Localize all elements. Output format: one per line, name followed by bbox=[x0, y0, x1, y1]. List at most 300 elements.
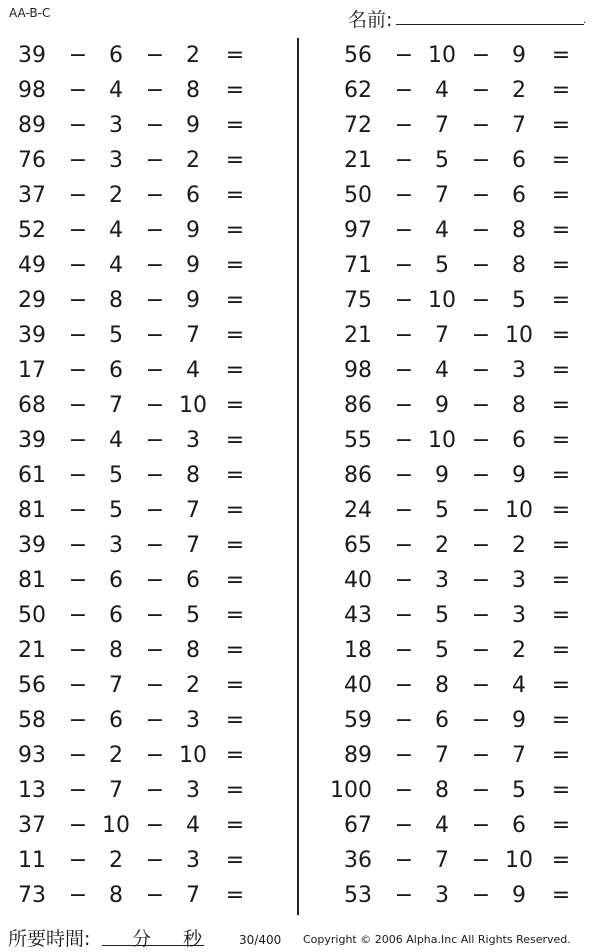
minus-sign: − bbox=[394, 358, 414, 383]
subtrahend-2: 6 bbox=[186, 568, 200, 593]
page-number: 30/400 bbox=[239, 933, 282, 947]
equals-sign: = bbox=[225, 463, 245, 488]
minus-sign: − bbox=[68, 533, 88, 558]
subtrahend-2: 9 bbox=[186, 253, 200, 278]
minuend: 21 bbox=[344, 148, 372, 173]
minus-sign: − bbox=[145, 813, 165, 838]
subtrahend-1: 7 bbox=[109, 393, 123, 418]
equals-sign: = bbox=[225, 323, 245, 348]
minuend: 98 bbox=[344, 358, 372, 383]
name-line bbox=[396, 24, 584, 25]
subtrahend-1: 6 bbox=[435, 708, 449, 733]
minus-sign: − bbox=[145, 568, 165, 593]
minus-sign: − bbox=[68, 603, 88, 628]
equals-sign: = bbox=[551, 778, 571, 803]
subtrahend-1: 2 bbox=[109, 848, 123, 873]
equals-sign: = bbox=[225, 218, 245, 243]
minus-sign: − bbox=[394, 463, 414, 488]
minus-sign: − bbox=[68, 218, 88, 243]
subtrahend-2: 3 bbox=[186, 778, 200, 803]
minus-sign: − bbox=[145, 218, 165, 243]
equals-sign: = bbox=[551, 358, 571, 383]
subtrahend-2: 5 bbox=[512, 288, 526, 313]
subtrahend-1: 4 bbox=[435, 78, 449, 103]
minuend: 50 bbox=[344, 183, 372, 208]
equals-sign: = bbox=[551, 883, 571, 908]
minus-sign: − bbox=[68, 638, 88, 663]
minuend: 73 bbox=[18, 883, 46, 908]
subtrahend-2: 2 bbox=[512, 78, 526, 103]
minuend: 56 bbox=[344, 43, 372, 68]
minuend: 13 bbox=[18, 778, 46, 803]
subtrahend-2: 6 bbox=[512, 183, 526, 208]
minuend: 40 bbox=[344, 568, 372, 593]
minus-sign: − bbox=[145, 428, 165, 453]
minuend: 39 bbox=[18, 428, 46, 453]
equals-sign: = bbox=[551, 603, 571, 628]
minus-sign: − bbox=[471, 778, 491, 803]
column-divider bbox=[297, 38, 299, 915]
equals-sign: = bbox=[551, 533, 571, 558]
equals-sign: = bbox=[551, 253, 571, 278]
subtrahend-1: 8 bbox=[109, 883, 123, 908]
subtrahend-1: 5 bbox=[435, 498, 449, 523]
minus-sign: − bbox=[145, 78, 165, 103]
subtrahend-2: 9 bbox=[512, 883, 526, 908]
equals-sign: = bbox=[225, 883, 245, 908]
subtrahend-1: 3 bbox=[435, 568, 449, 593]
subtrahend-2: 7 bbox=[512, 743, 526, 768]
minus-sign: − bbox=[68, 288, 88, 313]
minuend: 65 bbox=[344, 533, 372, 558]
minuend: 89 bbox=[344, 743, 372, 768]
minus-sign: − bbox=[471, 603, 491, 628]
minus-sign: − bbox=[68, 183, 88, 208]
subtrahend-1: 4 bbox=[109, 218, 123, 243]
subtrahend-1: 4 bbox=[109, 78, 123, 103]
minus-sign: − bbox=[145, 43, 165, 68]
subtrahend-2: 4 bbox=[186, 358, 200, 383]
equals-sign: = bbox=[225, 673, 245, 698]
subtrahend-1: 2 bbox=[109, 743, 123, 768]
minus-sign: − bbox=[394, 43, 414, 68]
subtrahend-2: 9 bbox=[186, 113, 200, 138]
minuend: 97 bbox=[344, 218, 372, 243]
minus-sign: − bbox=[394, 113, 414, 138]
subtrahend-2: 10 bbox=[179, 393, 207, 418]
minuend: 56 bbox=[18, 673, 46, 698]
minus-sign: − bbox=[394, 148, 414, 173]
subtrahend-1: 7 bbox=[435, 848, 449, 873]
subtrahend-2: 8 bbox=[186, 78, 200, 103]
equals-sign: = bbox=[225, 533, 245, 558]
equals-sign: = bbox=[551, 113, 571, 138]
minus-sign: − bbox=[145, 183, 165, 208]
minus-sign: − bbox=[394, 778, 414, 803]
subtrahend-1: 8 bbox=[435, 778, 449, 803]
minuend: 71 bbox=[344, 253, 372, 278]
minus-sign: − bbox=[394, 603, 414, 628]
minus-sign: − bbox=[68, 463, 88, 488]
equals-sign: = bbox=[551, 638, 571, 663]
minus-sign: − bbox=[145, 393, 165, 418]
subtrahend-1: 5 bbox=[435, 603, 449, 628]
subtrahend-1: 5 bbox=[109, 463, 123, 488]
equals-sign: = bbox=[551, 148, 571, 173]
subtrahend-1: 2 bbox=[435, 533, 449, 558]
minus-sign: − bbox=[471, 568, 491, 593]
minus-sign: − bbox=[68, 428, 88, 453]
equals-sign: = bbox=[551, 428, 571, 453]
minus-sign: − bbox=[68, 323, 88, 348]
minus-sign: − bbox=[145, 603, 165, 628]
minuend: 21 bbox=[344, 323, 372, 348]
subtrahend-2: 9 bbox=[512, 463, 526, 488]
subtrahend-2: 10 bbox=[505, 848, 533, 873]
subtrahend-1: 4 bbox=[109, 253, 123, 278]
subtrahend-2: 8 bbox=[512, 253, 526, 278]
equals-sign: = bbox=[551, 848, 571, 873]
subtrahend-2: 6 bbox=[512, 428, 526, 453]
minus-sign: − bbox=[394, 743, 414, 768]
subtrahend-1: 7 bbox=[109, 778, 123, 803]
minus-sign: − bbox=[471, 638, 491, 663]
minuend: 43 bbox=[344, 603, 372, 628]
minuend: 61 bbox=[18, 463, 46, 488]
subtrahend-2: 3 bbox=[186, 708, 200, 733]
minutes-label: 分 bbox=[132, 928, 152, 950]
minus-sign: − bbox=[145, 463, 165, 488]
subtrahend-2: 2 bbox=[186, 43, 200, 68]
equals-sign: = bbox=[225, 428, 245, 453]
subtrahend-1: 7 bbox=[435, 113, 449, 138]
equals-sign: = bbox=[551, 218, 571, 243]
subtrahend-1: 10 bbox=[102, 813, 130, 838]
minus-sign: − bbox=[394, 218, 414, 243]
copyright: Copyright © 2006 Alpha.Inc All Rights Reserved. bbox=[303, 933, 571, 946]
minus-sign: − bbox=[68, 848, 88, 873]
subtrahend-1: 8 bbox=[109, 288, 123, 313]
minus-sign: − bbox=[145, 673, 165, 698]
minus-sign: − bbox=[68, 43, 88, 68]
minus-sign: − bbox=[471, 218, 491, 243]
equals-sign: = bbox=[225, 78, 245, 103]
minuend: 24 bbox=[344, 498, 372, 523]
equals-sign: = bbox=[225, 113, 245, 138]
subtrahend-1: 5 bbox=[435, 148, 449, 173]
minuend: 39 bbox=[18, 43, 46, 68]
minus-sign: − bbox=[394, 533, 414, 558]
equals-sign: = bbox=[225, 743, 245, 768]
subtrahend-2: 9 bbox=[186, 218, 200, 243]
subtrahend-1: 5 bbox=[109, 323, 123, 348]
subtrahend-1: 7 bbox=[435, 323, 449, 348]
subtrahend-1: 8 bbox=[109, 638, 123, 663]
minus-sign: − bbox=[145, 778, 165, 803]
minuend: 86 bbox=[344, 463, 372, 488]
time-label: 所要時間: bbox=[8, 928, 91, 950]
subtrahend-1: 4 bbox=[109, 428, 123, 453]
subtrahend-1: 6 bbox=[109, 708, 123, 733]
minus-sign: − bbox=[145, 498, 165, 523]
equals-sign: = bbox=[225, 813, 245, 838]
subtrahend-1: 4 bbox=[435, 813, 449, 838]
subtrahend-1: 3 bbox=[435, 883, 449, 908]
subtrahend-2: 3 bbox=[186, 428, 200, 453]
subtrahend-1: 6 bbox=[109, 603, 123, 628]
subtrahend-2: 2 bbox=[186, 673, 200, 698]
minus-sign: − bbox=[471, 393, 491, 418]
minus-sign: − bbox=[471, 78, 491, 103]
minuend: 58 bbox=[18, 708, 46, 733]
minuend: 18 bbox=[344, 638, 372, 663]
minuend: 21 bbox=[18, 638, 46, 663]
minus-sign: − bbox=[394, 638, 414, 663]
minuend: 75 bbox=[344, 288, 372, 313]
minus-sign: − bbox=[394, 428, 414, 453]
equals-sign: = bbox=[225, 638, 245, 663]
subtrahend-1: 4 bbox=[435, 358, 449, 383]
minus-sign: − bbox=[471, 848, 491, 873]
minus-sign: − bbox=[471, 813, 491, 838]
minus-sign: − bbox=[471, 428, 491, 453]
minus-sign: − bbox=[68, 358, 88, 383]
minus-sign: − bbox=[394, 183, 414, 208]
equals-sign: = bbox=[551, 393, 571, 418]
minuend: 86 bbox=[344, 393, 372, 418]
minus-sign: − bbox=[471, 253, 491, 278]
equals-sign: = bbox=[225, 148, 245, 173]
subtrahend-2: 4 bbox=[512, 673, 526, 698]
minus-sign: − bbox=[68, 778, 88, 803]
equals-sign: = bbox=[225, 568, 245, 593]
equals-sign: = bbox=[225, 358, 245, 383]
subtrahend-1: 9 bbox=[435, 393, 449, 418]
minus-sign: − bbox=[394, 288, 414, 313]
minuend: 98 bbox=[18, 78, 46, 103]
minuend: 100 bbox=[330, 778, 372, 803]
minus-sign: − bbox=[394, 78, 414, 103]
minus-sign: − bbox=[394, 813, 414, 838]
minuend: 72 bbox=[344, 113, 372, 138]
subtrahend-2: 2 bbox=[512, 638, 526, 663]
minus-sign: − bbox=[68, 148, 88, 173]
subtrahend-2: 9 bbox=[512, 708, 526, 733]
subtrahend-2: 9 bbox=[512, 43, 526, 68]
subtrahend-1: 5 bbox=[435, 638, 449, 663]
name-dot: . bbox=[583, 15, 587, 26]
subtrahend-2: 7 bbox=[186, 498, 200, 523]
minuend: 11 bbox=[18, 848, 46, 873]
minuend: 55 bbox=[344, 428, 372, 453]
equals-sign: = bbox=[225, 43, 245, 68]
minus-sign: − bbox=[145, 533, 165, 558]
subtrahend-2: 3 bbox=[512, 358, 526, 383]
equals-sign: = bbox=[225, 288, 245, 313]
minus-sign: − bbox=[145, 848, 165, 873]
equals-sign: = bbox=[225, 848, 245, 873]
subtrahend-2: 4 bbox=[186, 813, 200, 838]
subtrahend-2: 9 bbox=[186, 288, 200, 313]
subtrahend-2: 7 bbox=[186, 533, 200, 558]
minuend: 37 bbox=[18, 183, 46, 208]
subtrahend-2: 7 bbox=[186, 883, 200, 908]
equals-sign: = bbox=[551, 708, 571, 733]
minus-sign: − bbox=[394, 568, 414, 593]
minuend: 53 bbox=[344, 883, 372, 908]
subtrahend-1: 5 bbox=[435, 253, 449, 278]
minus-sign: − bbox=[471, 358, 491, 383]
subtrahend-2: 10 bbox=[505, 498, 533, 523]
equals-sign: = bbox=[551, 463, 571, 488]
subtrahend-1: 3 bbox=[109, 148, 123, 173]
minuend: 50 bbox=[18, 603, 46, 628]
minus-sign: − bbox=[471, 743, 491, 768]
minus-sign: − bbox=[145, 708, 165, 733]
equals-sign: = bbox=[551, 43, 571, 68]
minuend: 68 bbox=[18, 393, 46, 418]
minus-sign: − bbox=[145, 148, 165, 173]
minus-sign: − bbox=[394, 708, 414, 733]
equals-sign: = bbox=[551, 568, 571, 593]
minus-sign: − bbox=[471, 288, 491, 313]
minus-sign: − bbox=[145, 358, 165, 383]
minus-sign: − bbox=[394, 323, 414, 348]
minuend: 62 bbox=[344, 78, 372, 103]
minus-sign: − bbox=[471, 323, 491, 348]
minuend: 29 bbox=[18, 288, 46, 313]
minus-sign: − bbox=[68, 813, 88, 838]
subtrahend-2: 5 bbox=[512, 778, 526, 803]
minus-sign: − bbox=[394, 673, 414, 698]
subtrahend-1: 8 bbox=[435, 673, 449, 698]
subtrahend-2: 8 bbox=[186, 463, 200, 488]
minuend: 52 bbox=[18, 218, 46, 243]
subtrahend-2: 10 bbox=[505, 323, 533, 348]
minuend: 49 bbox=[18, 253, 46, 278]
minus-sign: − bbox=[471, 883, 491, 908]
minus-sign: − bbox=[145, 638, 165, 663]
minuend: 39 bbox=[18, 533, 46, 558]
subtrahend-2: 7 bbox=[186, 323, 200, 348]
minus-sign: − bbox=[471, 113, 491, 138]
subtrahend-2: 7 bbox=[512, 113, 526, 138]
minus-sign: − bbox=[471, 498, 491, 523]
minus-sign: − bbox=[471, 183, 491, 208]
equals-sign: = bbox=[551, 673, 571, 698]
minuend: 59 bbox=[344, 708, 372, 733]
minuend: 76 bbox=[18, 148, 46, 173]
minus-sign: − bbox=[471, 148, 491, 173]
minuend: 17 bbox=[18, 358, 46, 383]
equals-sign: = bbox=[225, 253, 245, 278]
minus-sign: − bbox=[68, 253, 88, 278]
equals-sign: = bbox=[225, 603, 245, 628]
subtrahend-1: 4 bbox=[435, 218, 449, 243]
worksheet-code: AA-B-C bbox=[9, 6, 51, 20]
minus-sign: − bbox=[145, 743, 165, 768]
subtrahend-2: 2 bbox=[512, 533, 526, 558]
subtrahend-1: 5 bbox=[109, 498, 123, 523]
equals-sign: = bbox=[225, 708, 245, 733]
minus-sign: − bbox=[471, 673, 491, 698]
equals-sign: = bbox=[551, 288, 571, 313]
subtrahend-1: 3 bbox=[109, 533, 123, 558]
minus-sign: − bbox=[145, 323, 165, 348]
equals-sign: = bbox=[551, 183, 571, 208]
minus-sign: − bbox=[68, 883, 88, 908]
subtrahend-1: 2 bbox=[109, 183, 123, 208]
minus-sign: − bbox=[471, 43, 491, 68]
subtrahend-2: 10 bbox=[179, 743, 207, 768]
equals-sign: = bbox=[551, 743, 571, 768]
minuend: 93 bbox=[18, 743, 46, 768]
subtrahend-2: 6 bbox=[512, 148, 526, 173]
subtrahend-2: 8 bbox=[512, 393, 526, 418]
equals-sign: = bbox=[551, 813, 571, 838]
minus-sign: − bbox=[68, 393, 88, 418]
minus-sign: − bbox=[68, 673, 88, 698]
subtrahend-1: 10 bbox=[428, 428, 456, 453]
subtrahend-2: 2 bbox=[186, 148, 200, 173]
subtrahend-2: 3 bbox=[512, 603, 526, 628]
subtrahend-2: 8 bbox=[186, 638, 200, 663]
minus-sign: − bbox=[394, 883, 414, 908]
minus-sign: − bbox=[471, 463, 491, 488]
minus-sign: − bbox=[68, 78, 88, 103]
subtrahend-1: 10 bbox=[428, 43, 456, 68]
equals-sign: = bbox=[551, 78, 571, 103]
seconds-label: 秒 bbox=[183, 928, 203, 950]
minus-sign: − bbox=[471, 533, 491, 558]
subtrahend-2: 6 bbox=[186, 183, 200, 208]
minuend: 37 bbox=[18, 813, 46, 838]
equals-sign: = bbox=[551, 323, 571, 348]
equals-sign: = bbox=[225, 393, 245, 418]
minus-sign: − bbox=[394, 393, 414, 418]
subtrahend-1: 6 bbox=[109, 43, 123, 68]
minus-sign: − bbox=[68, 498, 88, 523]
minus-sign: − bbox=[145, 113, 165, 138]
subtrahend-1: 3 bbox=[109, 113, 123, 138]
minuend: 89 bbox=[18, 113, 46, 138]
minus-sign: − bbox=[68, 568, 88, 593]
subtrahend-1: 7 bbox=[109, 673, 123, 698]
minus-sign: − bbox=[394, 253, 414, 278]
subtrahend-2: 5 bbox=[186, 603, 200, 628]
minus-sign: − bbox=[68, 113, 88, 138]
subtrahend-1: 7 bbox=[435, 743, 449, 768]
subtrahend-2: 3 bbox=[512, 568, 526, 593]
minuend: 81 bbox=[18, 498, 46, 523]
subtrahend-1: 10 bbox=[428, 288, 456, 313]
equals-sign: = bbox=[225, 183, 245, 208]
minuend: 67 bbox=[344, 813, 372, 838]
subtrahend-1: 6 bbox=[109, 358, 123, 383]
minuend: 40 bbox=[344, 673, 372, 698]
minus-sign: − bbox=[394, 498, 414, 523]
subtrahend-2: 6 bbox=[512, 813, 526, 838]
subtrahend-1: 6 bbox=[109, 568, 123, 593]
minus-sign: − bbox=[145, 253, 165, 278]
minus-sign: − bbox=[68, 743, 88, 768]
name-label: 名前: bbox=[348, 9, 393, 31]
minuend: 39 bbox=[18, 323, 46, 348]
minus-sign: − bbox=[145, 883, 165, 908]
subtrahend-1: 9 bbox=[435, 463, 449, 488]
equals-sign: = bbox=[551, 498, 571, 523]
subtrahend-2: 3 bbox=[186, 848, 200, 873]
